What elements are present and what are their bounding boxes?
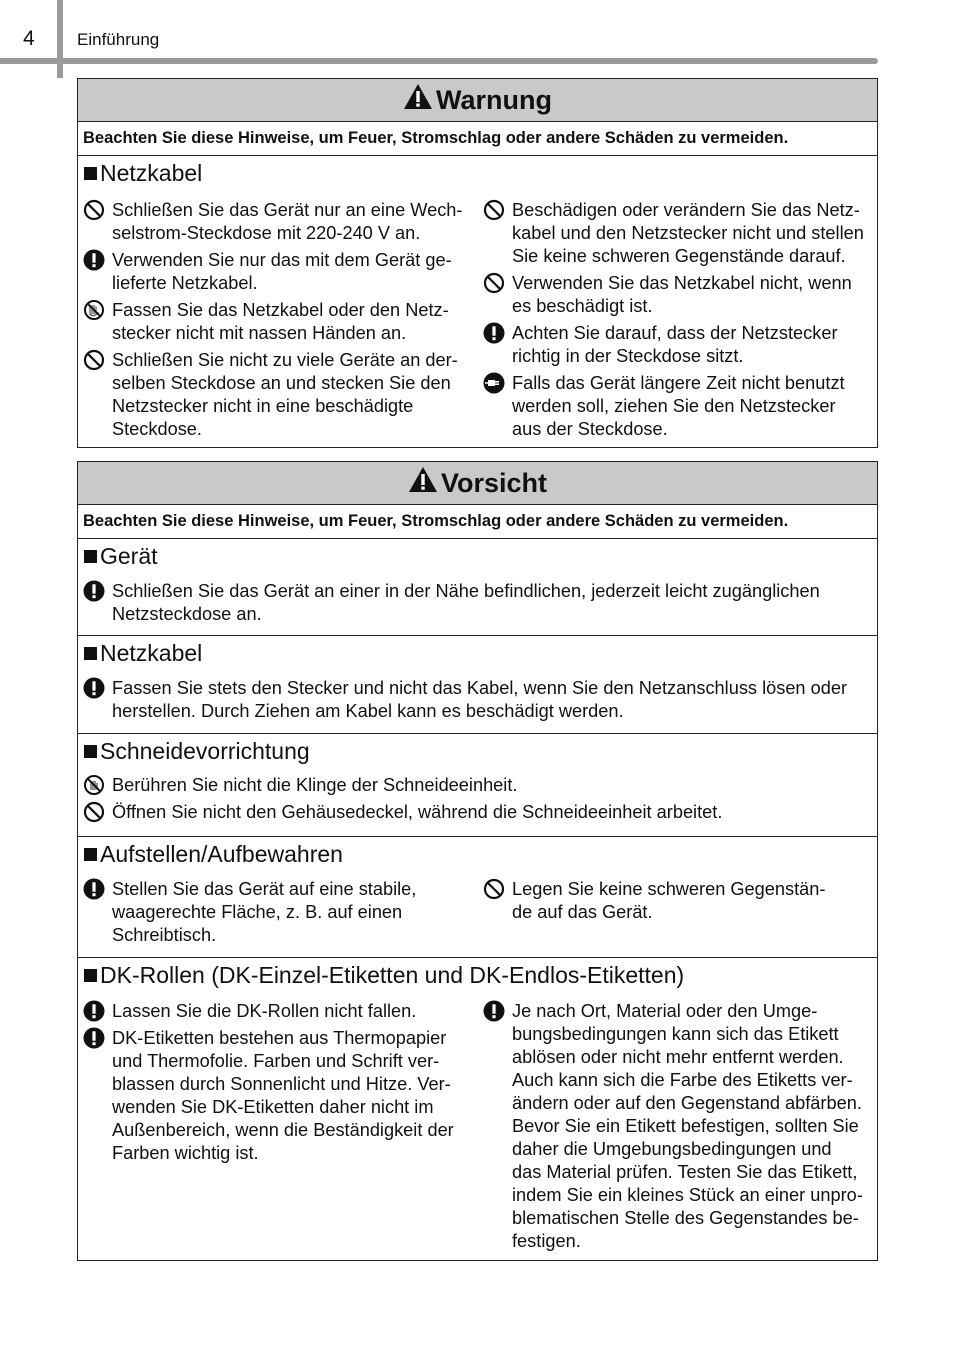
warning-box — [77, 78, 878, 448]
caution-aufstellen-section — [78, 837, 877, 958]
text-line: das Material prüfen. Testen Sie das Etikett, — [512, 1162, 858, 1182]
item-text — [512, 322, 876, 368]
text-line: Lassen Sie die DK-Rollen nicht fallen. — [112, 1001, 417, 1021]
mandatory-icon — [83, 249, 107, 271]
item-list — [78, 774, 868, 824]
mandatory-icon — [483, 322, 507, 344]
list-item — [478, 372, 876, 441]
square-bullet-icon — [84, 550, 97, 563]
header-horizontal-bar — [0, 58, 878, 64]
text-line: selstrom-Steckdose mit 220-240 V an. — [112, 223, 421, 243]
subsection-title: Netzkabel — [78, 156, 877, 190]
right-column — [478, 199, 876, 441]
text-line: Steckdose. — [112, 419, 202, 439]
subsection-title: Netzkabel — [78, 636, 877, 670]
list-item — [78, 580, 868, 626]
text-line: daher die Umgebungsbedingungen und — [512, 1139, 832, 1159]
warning-triangle-icon — [403, 83, 433, 117]
item-text — [112, 677, 868, 723]
mandatory-icon — [483, 1000, 507, 1022]
item-text — [112, 349, 478, 441]
text-line: bungsbedingungen kann sich das Etikett — [512, 1024, 839, 1044]
caution-title: Vorsicht — [440, 467, 548, 498]
text-line: Fassen Sie stets den Stecker und nicht das Kabel, wenn Sie den Netzanschluss lösen oder — [112, 678, 848, 698]
text-line: ändern oder auf den Gegenstand abfärben. — [512, 1093, 862, 1113]
text-line: de auf das Gerät. — [512, 902, 653, 922]
text-line: Sie keine schweren Gegenstände darauf. — [512, 246, 846, 266]
list-item — [78, 1027, 478, 1165]
no-touch-icon — [83, 774, 107, 796]
caution-dkrollen-section — [78, 958, 877, 1253]
text-line: Auch kann sich die Farbe des Etiketts ver- — [512, 1070, 853, 1090]
text-line: Außenbereich, wenn die Beständigkeit der — [112, 1120, 454, 1140]
caution-netzkabel-section — [78, 636, 877, 734]
square-bullet-icon — [84, 848, 97, 861]
list-item — [78, 801, 868, 824]
text-line: und Thermofolie. Farben und Schrift ver- — [112, 1051, 440, 1071]
item-text — [512, 878, 876, 924]
item-text — [512, 372, 876, 441]
text-line: herstellen. Durch Ziehen am Kabel kann es beschädigt werden. — [112, 701, 624, 721]
text-line: werden soll, ziehen Sie den Netzstecker — [512, 396, 836, 416]
subsection-title: Gerät — [78, 539, 877, 573]
caution-note: Beachten Sie diese Hinweise, um Feuer, Stromschlag oder andere Schäden zu vermeiden. — [78, 505, 877, 539]
subsection-title: Aufstellen/Aufbewahren — [78, 837, 877, 871]
right-column — [478, 878, 876, 947]
list-item — [78, 199, 478, 245]
text-line: Farben wichtig ist. — [112, 1143, 259, 1163]
text-line: Beschädigen oder verändern Sie das Netz- — [512, 200, 860, 220]
caution-header — [78, 462, 877, 505]
text-line: wenden Sie DK-Etiketten daher nicht im — [112, 1097, 434, 1117]
left-column — [78, 878, 478, 947]
mandatory-icon — [83, 580, 107, 602]
text-line: Falls das Gerät längere Zeit nicht benutzt — [512, 373, 845, 393]
mandatory-icon — [83, 677, 107, 699]
list-item — [478, 199, 876, 268]
text-line: blematischen Stelle des Gegenstandes be- — [512, 1208, 859, 1228]
list-item — [478, 1000, 876, 1253]
item-list — [78, 677, 868, 723]
text-line: Öffnen Sie nicht den Gehäusedeckel, während die Schneideeinheit arbeitet. — [112, 802, 723, 822]
prohibited-icon — [483, 272, 507, 294]
list-item — [478, 878, 876, 924]
warning-note: Beachten Sie diese Hinweise, um Feuer, Stromschlag oder andere Schäden zu vermeiden. — [78, 122, 877, 156]
subsection-title: DK-Rollen (DK-Einzel-Etiketten und DK-Endlos-Etiketten) — [78, 958, 877, 992]
list-item — [78, 677, 868, 723]
text-line: DK-Etiketten bestehen aus Thermopapier — [112, 1028, 447, 1048]
text-line: Fassen Sie das Netzkabel oder den Netz- — [112, 300, 449, 320]
list-item — [78, 299, 478, 345]
text-line: Schließen Sie nicht zu viele Geräte an der- — [112, 350, 458, 370]
text-line: blassen durch Sonnenlicht und Hitze. Ver- — [112, 1074, 451, 1094]
prohibited-icon — [483, 199, 507, 221]
mandatory-icon — [83, 878, 107, 900]
item-text — [512, 1000, 876, 1253]
list-item — [78, 1000, 478, 1023]
text-line: stecker nicht mit nassen Händen an. — [112, 323, 407, 343]
item-text — [112, 580, 868, 626]
caution-box — [77, 461, 878, 1261]
square-bullet-icon — [84, 745, 97, 758]
section-title: Einführung — [77, 30, 160, 49]
text-line: Schließen Sie das Gerät an einer in der Nähe befindlichen, jederzeit leicht zugänglichen — [112, 581, 820, 601]
left-column — [78, 1000, 478, 1253]
text-line: es beschädigt ist. — [512, 296, 653, 316]
page-number: 4 — [23, 27, 35, 50]
prohibited-icon — [83, 349, 107, 371]
item-text — [112, 774, 868, 797]
text-line: waagerechte Fläche, z. B. auf einen — [112, 902, 403, 922]
item-text — [112, 1027, 478, 1165]
item-text — [512, 199, 876, 268]
square-bullet-icon — [84, 969, 97, 982]
item-text — [112, 878, 478, 947]
warning-header — [78, 79, 877, 122]
item-text — [112, 1000, 478, 1023]
list-item — [78, 249, 478, 295]
caution-geraet-section — [78, 539, 877, 636]
text-line: Je nach Ort, Material oder den Umge- — [512, 1001, 818, 1021]
warning-title: Warnung — [436, 84, 552, 115]
text-line: aus der Steckdose. — [512, 419, 668, 439]
item-text — [512, 272, 876, 318]
text-line: lieferte Netzkabel. — [112, 273, 258, 293]
text-line: selben Steckdose an und stecken Sie den — [112, 373, 451, 393]
subsection-title: Schneidevorrichtung — [78, 734, 877, 768]
mandatory-icon — [83, 1000, 107, 1022]
text-line: Verwenden Sie nur das mit dem Gerät ge- — [112, 250, 452, 270]
text-line: richtig in der Steckdose sitzt. — [512, 346, 744, 366]
text-line: Stellen Sie das Gerät auf eine stabile, — [112, 879, 417, 899]
right-column — [478, 1000, 876, 1253]
text-line: Verwenden Sie das Netzkabel nicht, wenn — [512, 273, 852, 293]
square-bullet-icon — [84, 167, 97, 180]
warning-triangle-icon — [408, 466, 438, 500]
prohibited-icon — [483, 878, 507, 900]
text-line: kabel und den Netzstecker nicht und stellen — [512, 223, 864, 243]
item-text — [112, 249, 478, 295]
text-line: indem Sie ein kleines Stück an einer unpro- — [512, 1185, 863, 1205]
item-text — [112, 801, 868, 824]
text-line: Achten Sie darauf, dass der Netzstecker — [512, 323, 838, 343]
text-line: festigen. — [512, 1231, 581, 1251]
text-line: Berühren Sie nicht die Klinge der Schneideeinheit. — [112, 775, 518, 795]
unplug-icon — [483, 372, 507, 394]
list-item — [78, 878, 478, 947]
list-item — [78, 349, 478, 441]
item-text — [112, 199, 478, 245]
list-item — [78, 774, 868, 797]
prohibited-icon — [83, 199, 107, 221]
header-vertical-bar — [57, 0, 63, 78]
text-line: Netzsteckdose an. — [112, 604, 262, 624]
item-list — [78, 580, 868, 626]
item-text — [112, 299, 478, 345]
text-line: Legen Sie keine schweren Gegenstän- — [512, 879, 826, 899]
text-line: Netzstecker nicht in eine beschädigte — [112, 396, 414, 416]
list-item — [478, 322, 876, 368]
text-line: ablösen oder nicht mehr entfernt werden. — [512, 1047, 844, 1067]
no-wet-hands-icon — [83, 299, 107, 321]
prohibited-icon — [83, 801, 107, 823]
mandatory-icon — [83, 1027, 107, 1049]
caution-schneide-section — [78, 734, 877, 837]
text-line: Bevor Sie ein Etikett befestigen, sollten Sie — [512, 1116, 859, 1136]
text-line: Schließen Sie das Gerät nur an eine Wech- — [112, 200, 463, 220]
text-line: Schreibtisch. — [112, 925, 217, 945]
square-bullet-icon — [84, 647, 97, 660]
left-column — [78, 199, 478, 441]
list-item — [478, 272, 876, 318]
warning-netzkabel-section — [78, 156, 877, 441]
